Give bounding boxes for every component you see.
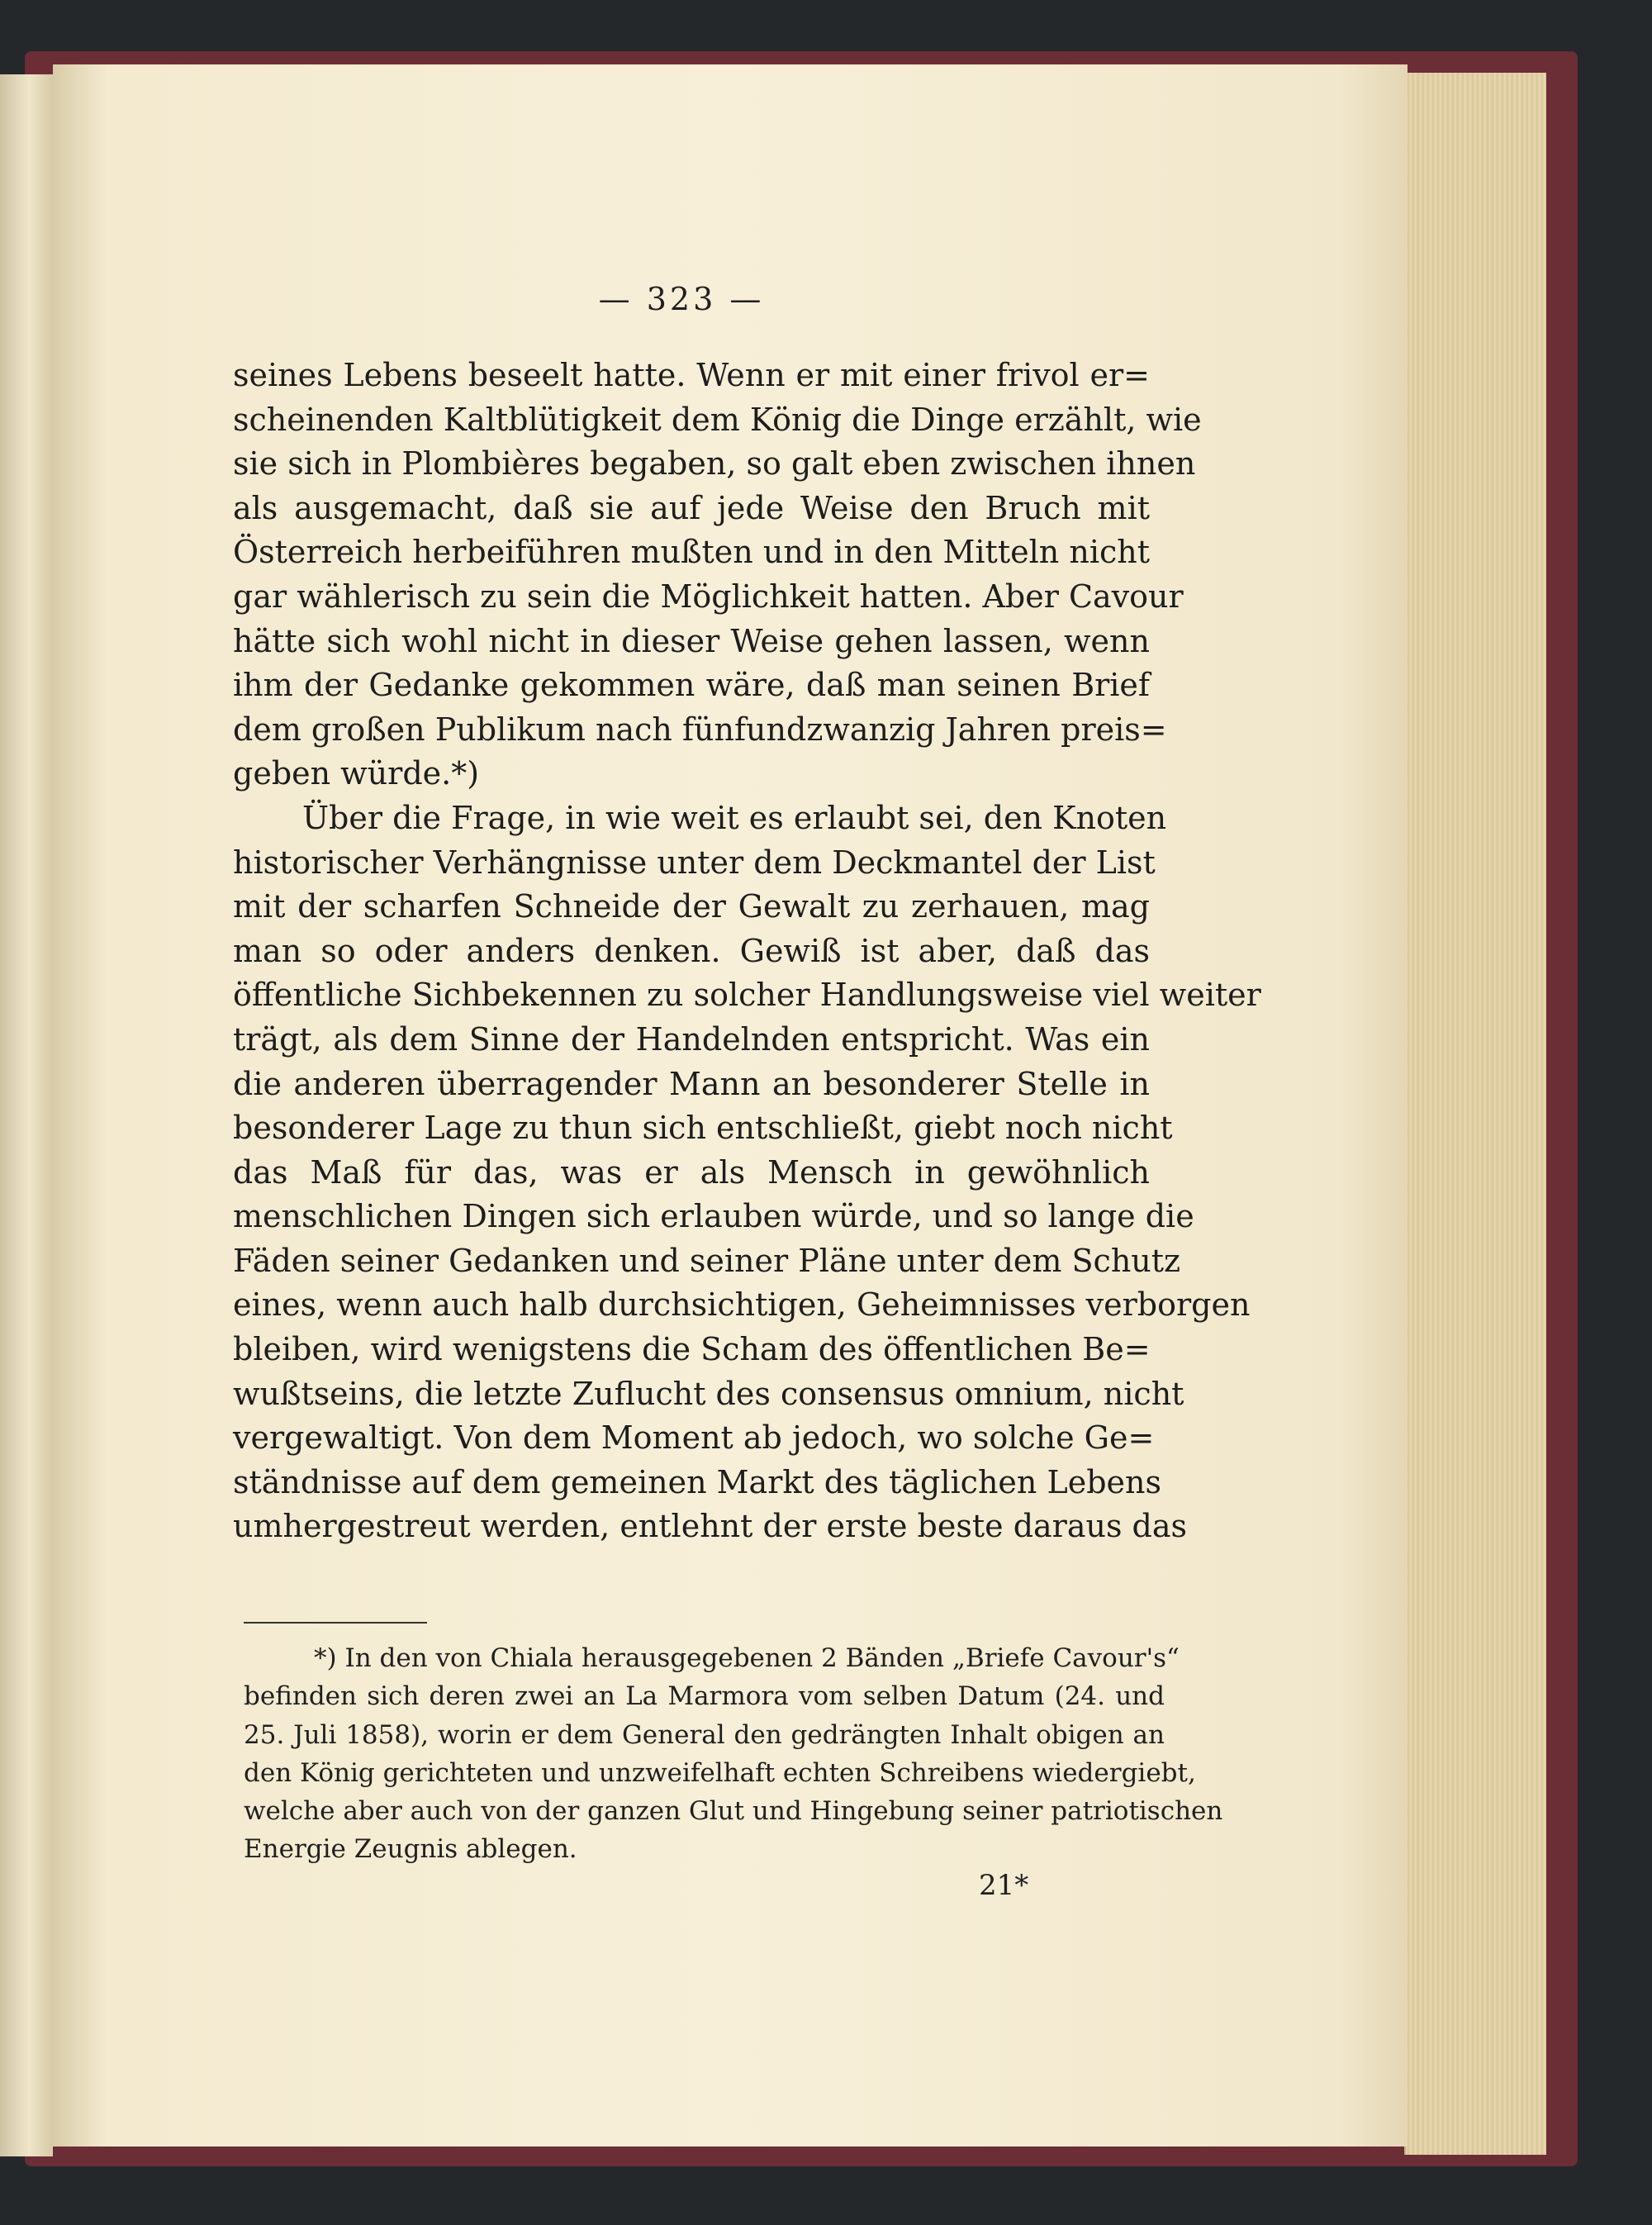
text-line: vergewaltigt. Von dem Moment ab jedoch, wo solche Ge=: [233, 1419, 1155, 1457]
text-line: mit der scharfen Schneide der Gewalt zu zerhauen, mag: [233, 888, 1150, 925]
text-line: trägt, als dem Sinne der Handelnden entspricht. Was ein: [233, 1020, 1150, 1058]
text-line: umhergestreut werden, entlehnt der erste beste daraus das: [233, 1508, 1188, 1545]
text-line: geben würde.*): [233, 755, 480, 792]
left-page-edge: [0, 74, 53, 2156]
paragraph-start-line: Über die Frage, in wie weit es erlaubt sei, den Knoten: [302, 799, 1167, 836]
text-line: sie sich in Plombières begaben, so galt eben zwischen ihnen: [233, 445, 1196, 483]
text-line: historischer Verhängnisse unter dem Deckmantel der List: [233, 844, 1156, 881]
text-line: scheinenden Kaltblütigkeit dem König die Dinge erzählt, wie: [233, 401, 1202, 438]
footnote-line: befinden sich deren zwei an La Marmora vom selben Datum (24. und: [244, 1681, 1165, 1712]
text-line: Österreich herbeiführen mußten und in den Mitteln nicht: [233, 534, 1150, 571]
text-line: das Maß für das, was er als Mensch in gewöhnlich: [233, 1153, 1150, 1191]
text-line: besonderer Lage zu thun sich entschließt, giebt noch nicht: [233, 1110, 1173, 1147]
footnote-line: 25. Juli 1858), worin er dem General den gedrängten Inhalt obigen an: [244, 1719, 1165, 1750]
text-line: wußtseins, die letzte Zuflucht des consensus omnium, nicht: [233, 1375, 1184, 1412]
text-line: eines, wenn auch halb durchsichtigen, Geheimnisses verborgen: [233, 1286, 1251, 1324]
text-line: ihm der Gedanke gekommen wäre, daß man seinen Brief: [233, 667, 1150, 704]
footnote-separator: [244, 1622, 427, 1624]
footnote-line: Energie Zeugnis ablegen.: [244, 1834, 577, 1865]
footnote: [244, 1639, 1223, 1869]
text-line: man so oder anders denken. Gewiß ist aber, daß das: [233, 932, 1150, 969]
footnote-line: welche aber auch von der ganzen Glut und Hingebung seiner patriotischen: [244, 1796, 1223, 1827]
main-text: [233, 354, 1261, 1549]
text-line: seines Lebens beseelt hatte. Wenn er mit einer frivol er=: [233, 357, 1150, 393]
text-line: bleiben, wird wenigstens die Scham des öffentlichen Be=: [233, 1331, 1151, 1368]
text-line: ständnisse auf dem gemeinen Markt des täglichen Lebens: [233, 1463, 1161, 1500]
text-line: menschlichen Dingen sich erlauben würde, und so lange die: [233, 1198, 1194, 1235]
footnote-line: *) In den von Chiala herausgegebenen 2 Bänden „Briefe Cavour's“: [314, 1643, 1180, 1673]
footnote-line: den König gerichteten und unzweifelhaft echten Schreibens wiedergiebt,: [244, 1757, 1196, 1788]
text-line: gar wählerisch zu sein die Möglichkeit hatten. Aber Cavour: [233, 578, 1184, 615]
page-number: — 323 —: [598, 281, 765, 317]
text-line: hätte sich wohl nicht in dieser Weise gehen lassen, wenn: [233, 622, 1150, 659]
text-line: als ausgemacht, daß sie auf jede Weise den Bruch mit: [233, 489, 1150, 526]
page-block-edge: [1404, 73, 1546, 2155]
text-line: dem großen Publikum nach fünfundzwanzig Jahren preis=: [233, 711, 1167, 748]
text-line: die anderen überragender Mann an besonderer Stelle in: [233, 1065, 1150, 1102]
text-line: Fäden seiner Gedanken und seiner Pläne unter dem Schutz: [233, 1242, 1181, 1279]
text-line: öffentliche Sichbekennen zu solcher Handlungsweise viel weiter: [233, 977, 1261, 1014]
signature-mark: 21*: [979, 1869, 1029, 1902]
